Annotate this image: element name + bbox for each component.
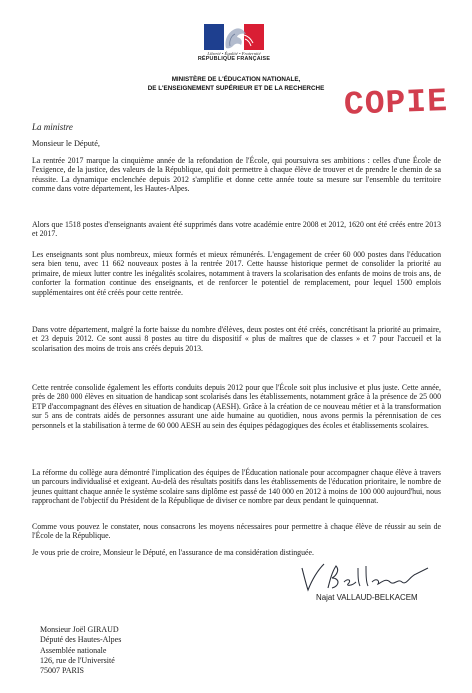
letterhead-logo xyxy=(197,24,271,70)
signer-name: Najat VALLAUD-BELKACEM xyxy=(316,593,418,602)
marianne-logo-icon xyxy=(204,24,264,50)
ministry-name xyxy=(120,76,352,93)
paragraph-4: Dans votre département, malgré la forte baisse du nombre d'élèves, deux postes ont été créés, concrétisant la priorité au primaire, et 23 depuis 2012. Ce sont aussi 8 postes au titre du dispositif « plus de maîtres que de classes » et 7 pour l'accueil et la scolarisation des moins de trois ans créés depuis 2013. xyxy=(32,325,441,353)
recipient-line: 126, rue de l'Université xyxy=(40,655,115,665)
paragraph-3: Les enseignants sont plus nombreux, mieux formés et mieux rémunérés. L'engagement de créer 60 000 postes dans l'éducation sera bien tenu, avec 11 662 nouveaux postes à la rentrée 2017. Cette hausse historique permet de consolider la priorité au primaire, de mieux lutter contre les inégalités scolaires, notamment à travers la scolarisation des enfants de moins de trois ans, de conforter la formation continue des enseignants, et de renforcer le potentiel de remplacement, pour lequel 1500 emplois supplémentaires ont été créés pour cette rentrée. xyxy=(32,250,441,297)
copie-stamp: COPIE xyxy=(343,83,449,124)
salutation: Monsieur le Député, xyxy=(32,139,100,148)
paragraph-6: La réforme du collège aura démontré l'implication des équipes de l'Éducation nationale pour accompagner chaque élève à travers un parcours individualisé et exigeant. Au-delà des résultats positifs dans les établissements de l'éducation prioritaire, le nombre de jeunes quittant chaque année le système scolaire sans diplôme est passé de 140 000 en 2012 à moins de 100 000 aujourd'hui, nous rapprochant de l'objectif du Président de la République de diviser ce nombre par deux pendant le quinquennat. xyxy=(32,468,441,506)
ministry-line-2: DE L'ENSEIGNEMENT SUPÉRIEUR ET DE LA RECHERCHE xyxy=(147,84,325,92)
republic-motto: Liberté • Égalité • Fraternité xyxy=(207,51,261,56)
recipient-address xyxy=(40,625,121,676)
sender-label: La ministre xyxy=(32,122,73,132)
paragraph-1: La rentrée 2017 marque la cinquième année de la refondation de l'École, qui poursuivra ses ambitions : celles d'une École de l'exigence, de la justice, des valeurs de la République, qui doit permettre à chaque élève de trouver et de prendre le chemin de sa réussite. La dynamique enclenchée depuis 2012 s'amplifie et donne cette année toute sa mesure sur l'ensemble du territoire comme dans votre département, les Hautes-Alpes. xyxy=(32,156,441,194)
republic-name: RÉPUBLIQUE FRANÇAISE xyxy=(197,56,271,62)
handwritten-signature xyxy=(298,560,430,594)
recipient-line: Député des Hautes-Alpes xyxy=(40,635,122,645)
paragraph-5: Cette rentrée consolide également les efforts conduits depuis 2012 pour que l'École soit plus inclusive et plus juste. Cette année, près de 280 000 élèves en situation de handicap sont scolarisés dans les établissements, notamment grâce à la présence de 25 000 ETP d'accompagnant des élèves en situation de handicap (AESH). Grâce à la création de ce nouveau métier et à la transformation sur 5 ans de contrats aidés de personnes assurant une aide humaine au quotidien, nous avons permis la pérennisation de ces personnels et la stabilisation à terme de 60 000 AESH au sein des équipes pédagogiques des écoles et établissements scolaires. xyxy=(32,383,441,430)
paragraph-2: Alors que 1518 postes d'enseignants avaient été supprimés dans votre académie entre 2008 et 2012, 1620 ont été créés entre 2013 et 2017. xyxy=(32,220,441,239)
recipient-line: 75007 PARIS xyxy=(40,666,84,676)
paragraph-7: Comme vous pouvez le constater, nous consacrons les moyens nécessaires pour permettre à chaque élève de réussir au sein de l'École de la République. xyxy=(32,522,441,541)
ministry-line-1: MINISTÈRE DE L'ÉDUCATION NATIONALE, xyxy=(171,76,301,83)
recipient-line: Monsieur Joël GIRAUD xyxy=(40,625,119,634)
paragraph-8: Je vous prie de croire, Monsieur le Député, en l'assurance de ma considération distinguée. xyxy=(32,548,314,557)
recipient-line: Assemblée nationale xyxy=(40,645,107,655)
